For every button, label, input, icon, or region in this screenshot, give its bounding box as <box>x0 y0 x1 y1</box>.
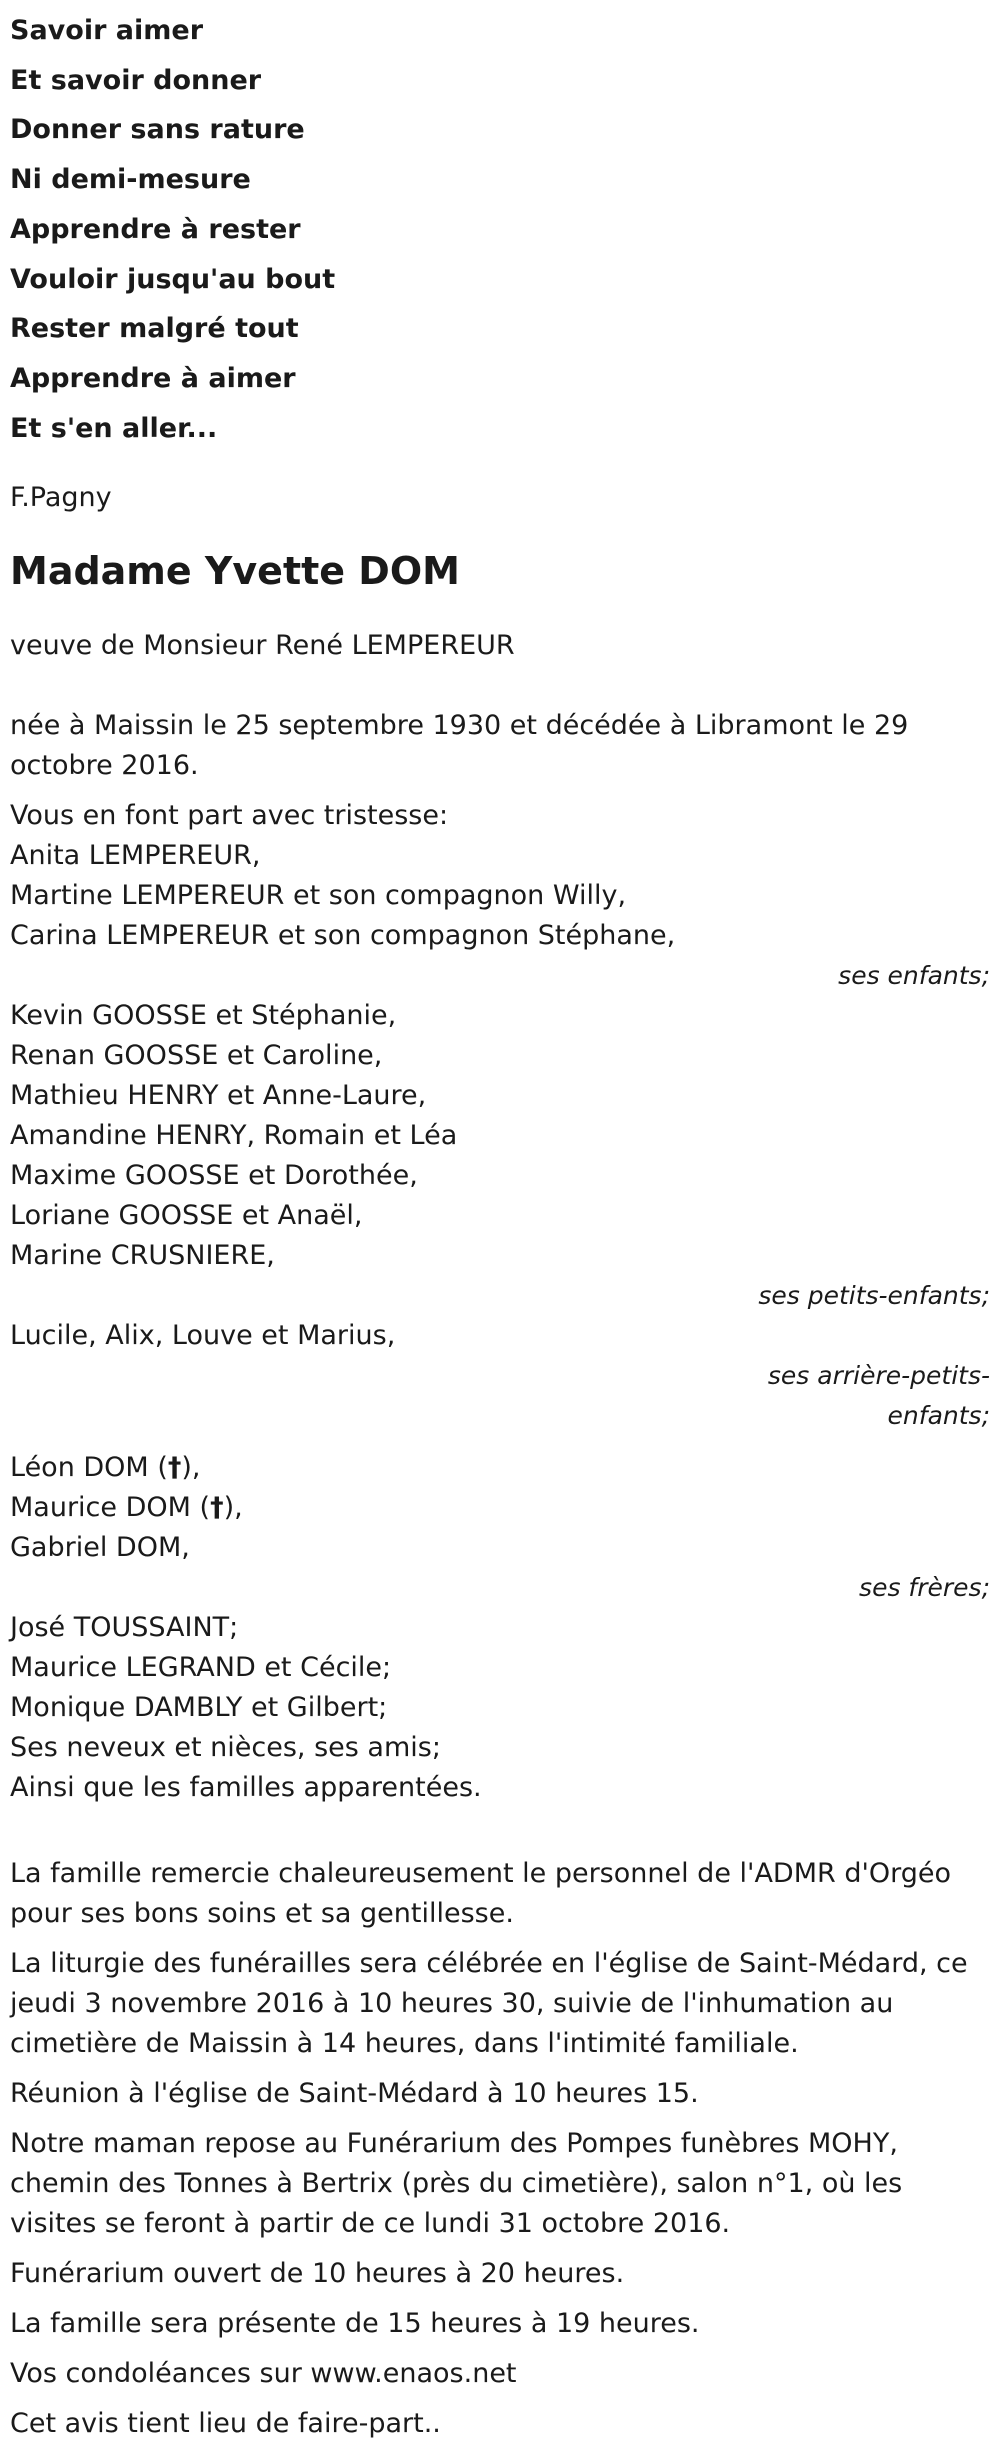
poem-line: Et savoir donner <box>10 64 262 96</box>
children-list <box>10 836 990 956</box>
poem-line: Et s'en aller... <box>10 412 218 444</box>
list-item: Amandine HENRY, Romain et Léa <box>10 1120 458 1152</box>
great-grandchildren: Lucile, Alix, Louve et Marius, <box>10 1320 396 1352</box>
condolences-paragraph: Vos condoléances sur www.enaos.net <box>10 2358 517 2390</box>
thanks-paragraph: La famille remercie chaleureusement le personnel de l'ADMR d'Orgéo pour ses bons soins et sa gentillesse. <box>10 1858 952 1930</box>
list-item: Ainsi que les familles apparentées. <box>10 1772 482 1804</box>
list-item: Anita LEMPEREUR, <box>10 840 261 872</box>
list-item: José TOUSSAINT; <box>10 1612 239 1644</box>
list-item: Maxime GOOSSE et Dorothée, <box>10 1160 418 1192</box>
brothers-role: ses frères; <box>859 1573 990 1603</box>
list-item: Renan GOOSSE et Caroline, <box>10 1040 383 1072</box>
cross-icon: † <box>210 1492 224 1524</box>
role-line: ses arrière-petits- <box>767 1361 990 1391</box>
deceased-name: Madame Yvette DOM <box>10 549 460 594</box>
brothers-list <box>10 1448 990 1568</box>
list-item: Maurice LEGRAND et Cécile; <box>10 1652 392 1684</box>
list-item: Monique DAMBLY et Gilbert; <box>10 1692 388 1724</box>
announcement-intro: Vous en font part avec tristesse: <box>10 800 449 832</box>
list-item: Martine LEMPEREUR et son compagnon Willy, <box>10 880 627 912</box>
liturgy-paragraph: La liturgie des funérailles sera célébrée en l'église de Saint-Médard, ce jeudi 3 novembre 2016 à 10 heures 30, suivie de l'inhumation au cimetière de Maissin à 14 heures, dans l'intimité familiale. <box>10 1948 968 2060</box>
brother-name: Léon DOM ( <box>10 1452 168 1484</box>
birth-death: née à Maissin le 25 septembre 1930 et décédée à Libramont le 29 octobre 2016. <box>10 710 909 782</box>
poem-line: Apprendre à aimer <box>10 362 296 394</box>
great-grandchildren-role <box>10 1356 990 1436</box>
poem-line: Ni demi-mesure <box>10 164 251 196</box>
children-role: ses enfants; <box>838 961 990 991</box>
widow-of: veuve de Monsieur René LEMPEREUR <box>10 630 515 662</box>
others-list <box>10 1608 990 1808</box>
list-item <box>10 1528 990 1568</box>
list-item: Loriane GOOSSE et Anaël, <box>10 1200 363 1232</box>
poem-line: Donner sans rature <box>10 114 305 146</box>
brother-name: Maurice DOM ( <box>10 1492 211 1524</box>
list-item <box>10 1448 990 1488</box>
list-item: Mathieu HENRY et Anne-Laure, <box>10 1080 427 1112</box>
poem-line: Apprendre à rester <box>10 213 301 245</box>
closing-paragraph: Cet avis tient lieu de faire-part.. <box>10 2408 441 2440</box>
grandchildren-list <box>10 996 990 1276</box>
list-item: Kevin GOOSSE et Stéphanie, <box>10 1000 397 1032</box>
hours-paragraph: Funérarium ouvert de 10 heures à 20 heures. <box>10 2258 625 2290</box>
cross-icon: † <box>167 1452 182 1484</box>
list-item: Ses neveux et nièces, ses amis; <box>10 1732 441 1764</box>
list-item: Carina LEMPEREUR et son compagnon Stéphane, <box>10 920 676 952</box>
brother-tail: ), <box>181 1452 201 1484</box>
list-item: Marine CRUSNIERE, <box>10 1240 275 1272</box>
grandchildren-role: ses petits-enfants; <box>758 1281 990 1311</box>
funerarium-paragraph: Notre maman repose au Funérarium des Pompes funèbres MOHY, chemin des Tonnes à Bertrix (près du cimetière), salon n°1, où les visites se feront à partir de ce lundi 31 octobre 2016. <box>10 2128 903 2240</box>
brother-name: Gabriel DOM, <box>10 1532 190 1564</box>
poem-line: Savoir aimer <box>10 15 204 46</box>
list-item <box>10 1488 990 1528</box>
poem-author: F.Pagny <box>10 482 112 514</box>
brother-tail: ), <box>223 1492 243 1524</box>
poem <box>10 0 990 453</box>
family-present-paragraph: La famille sera présente de 15 heures à 19 heures. <box>10 2308 700 2340</box>
role-line: enfants; <box>887 1401 990 1431</box>
meeting-paragraph: Réunion à l'église de Saint-Médard à 10 heures 15. <box>10 2078 699 2110</box>
poem-line: Vouloir jusqu'au bout <box>10 263 336 295</box>
poem-line: Rester malgré tout <box>10 313 299 345</box>
